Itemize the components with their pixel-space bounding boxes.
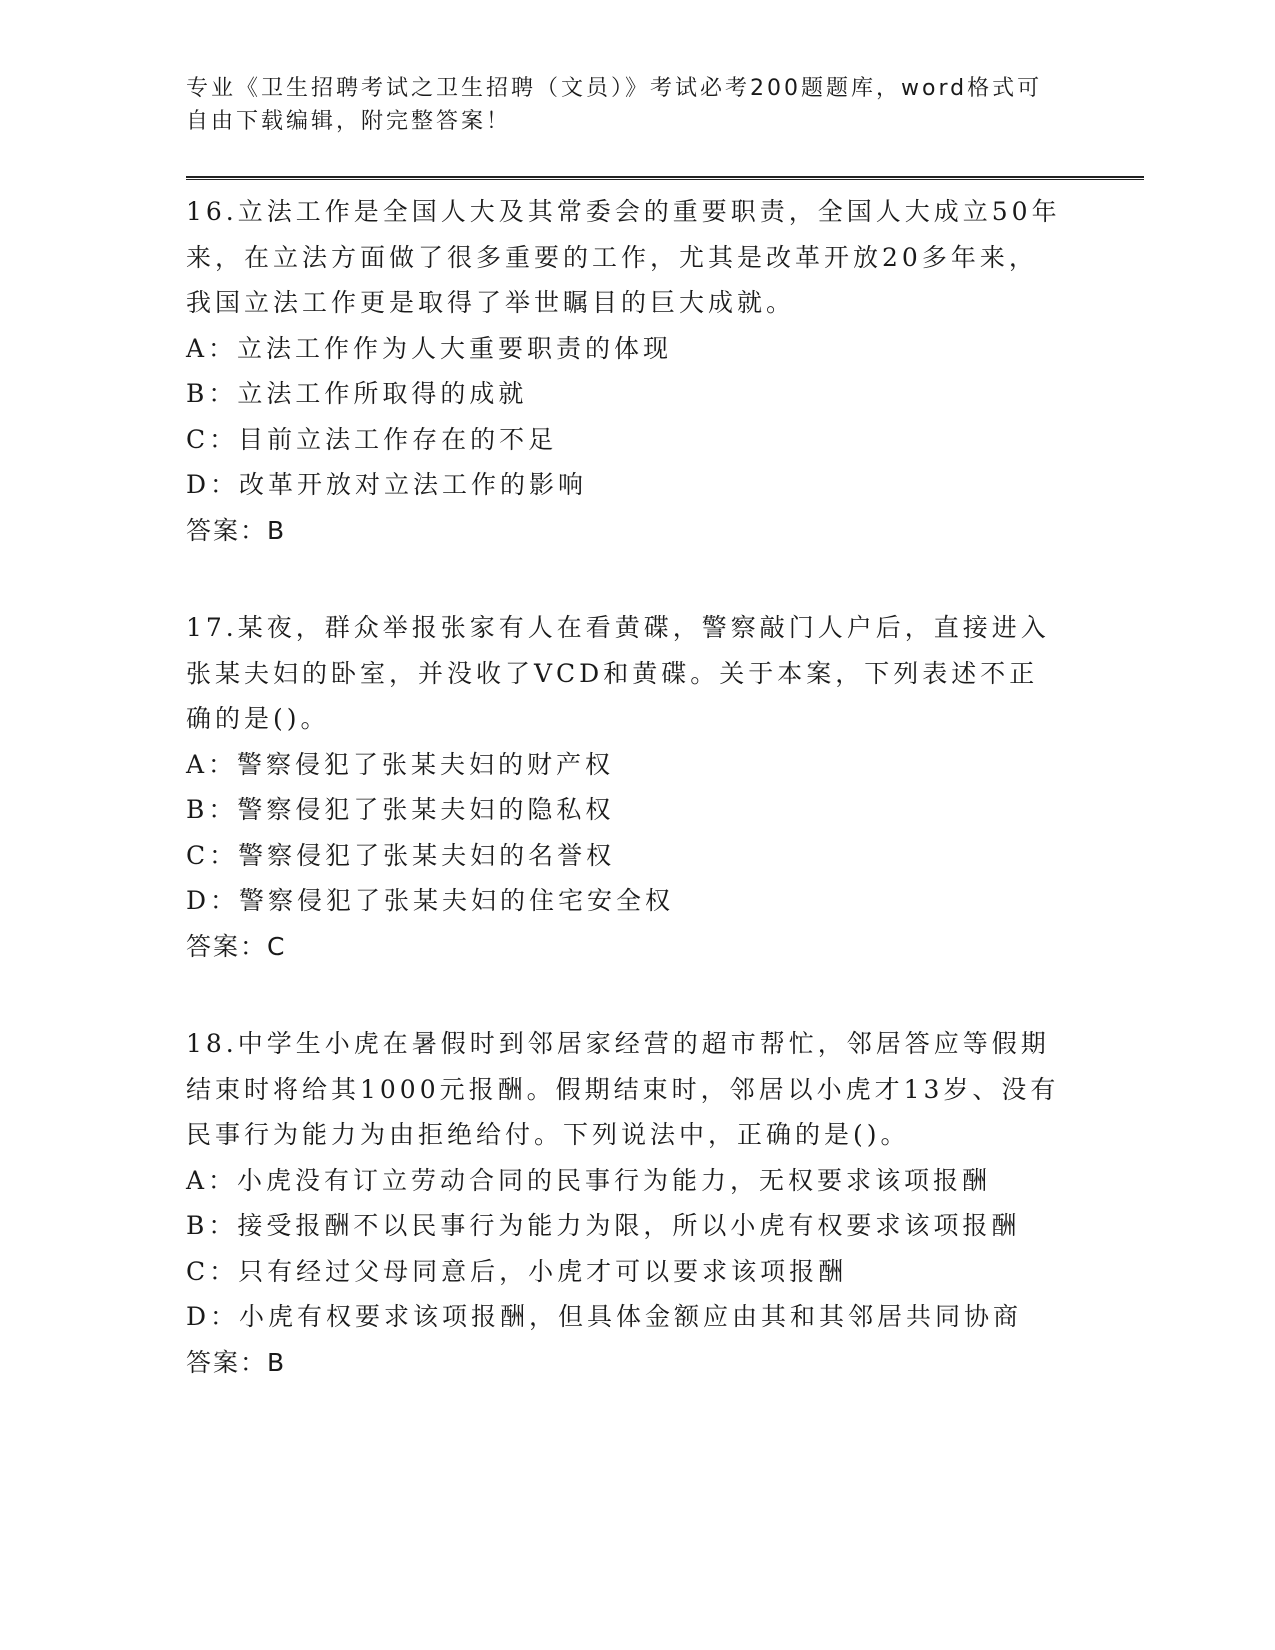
question-17 bbox=[186, 605, 1066, 969]
option-d: D：警察侵犯了张某夫妇的住宅安全权 bbox=[186, 886, 675, 915]
option-b: B：警察侵犯了张某夫妇的隐私权 bbox=[186, 795, 615, 824]
answer-line: 答案：B bbox=[186, 1347, 287, 1377]
option-a: A：立法工作作为人大重要职责的体现 bbox=[186, 333, 673, 363]
option-c: C：只有经过父母同意后，小虎才可以要求该项报酬 bbox=[186, 1256, 848, 1286]
question-18 bbox=[186, 1021, 1066, 1385]
answer-line: 答案：B bbox=[186, 515, 287, 545]
question-stem: 16.立法工作是全国人大及其常委会的重要职责，全国人大成立50年来，在立法方面做了很多重要的工作，尤其是改革开放20多年来，我国立法工作更是取得了举世瞩目的巨大成就。 bbox=[186, 197, 1061, 317]
question-list bbox=[186, 189, 1066, 1437]
option-d: D：小虎有权要求该项报酬，但具体金额应由其和其邻居共同协商 bbox=[186, 1302, 1023, 1331]
option-c: C：警察侵犯了张某夫妇的名誉权 bbox=[186, 840, 616, 870]
question-stem: 17.某夜，群众举报张家有人在看黄碟，警察敲门人户后，直接进入张某夫妇的卧室，并没收了VCD和黄碟。关于本案，下列表述不正确的是()。 bbox=[186, 613, 1050, 733]
option-a: A：警察侵犯了张某夫妇的财产权 bbox=[186, 749, 615, 779]
option-b: B：接受报酬不以民事行为能力为限，所以小虎有权要求该项报酬 bbox=[186, 1211, 1021, 1240]
answer-line: 答案：C bbox=[186, 931, 287, 961]
question-16 bbox=[186, 189, 1066, 553]
question-stem: 18.中学生小虎在暑假时到邻居家经营的超市帮忙，邻居答应等假期结束时将给其1000元报酬。假期结束时，邻居以小虎才13岁、没有民事行为能力为由拒绝给付。下列说法中，正确的是()。 bbox=[186, 1029, 1060, 1149]
document-header: 专业《卫生招聘考试之卫生招聘（文员）》考试必考200题题库，word格式可自由下载编辑，附完整答案！ bbox=[186, 76, 1043, 134]
option-b: B：立法工作所取得的成就 bbox=[186, 379, 528, 408]
option-d: D：改革开放对立法工作的影响 bbox=[186, 470, 588, 499]
header-divider bbox=[186, 176, 1144, 180]
option-a: A：小虎没有订立劳动合同的民事行为能力，无权要求该项报酬 bbox=[186, 1165, 992, 1195]
option-c: C：目前立法工作存在的不足 bbox=[186, 424, 558, 454]
